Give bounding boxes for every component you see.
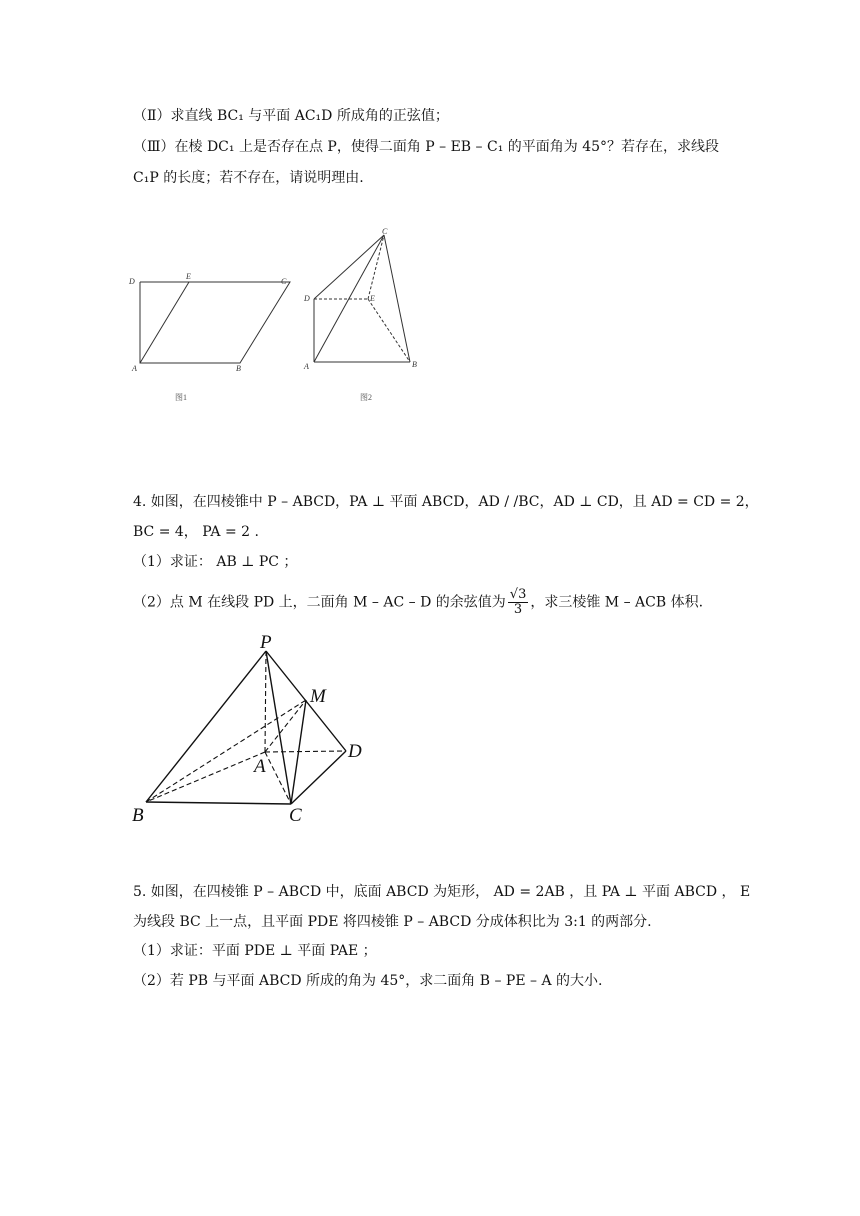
fig2-edge-DC xyxy=(314,235,384,299)
fig1-label-E: E xyxy=(186,272,191,281)
label-D: D xyxy=(348,741,362,762)
fig2-label-A: A xyxy=(304,362,309,371)
edge-PC xyxy=(266,651,291,804)
label-B: B xyxy=(132,805,144,826)
problem4-part2-pre: （2）点 M 在线段 PD 上，二面角 M – AC – D 的余弦值为 xyxy=(133,594,506,611)
edge-AB xyxy=(146,752,265,802)
figure-2 xyxy=(296,225,436,410)
figure-1 xyxy=(120,265,300,410)
fig1-label-D: D xyxy=(129,277,135,286)
fig1-segment-AE xyxy=(140,282,189,363)
fraction-denominator: 3 xyxy=(513,602,523,617)
fig1-label-A: A xyxy=(132,364,137,373)
fig1-parallelogram xyxy=(140,282,290,363)
fraction-sqrt3-over-3 xyxy=(508,588,529,617)
problem5-line1: 5. 如图，在四棱锥 P – ABCD 中，底面 ABCD 为矩形， AD = 2AB ，且 PA ⊥ 平面 ABCD ， E xyxy=(133,884,751,900)
problem4-line2: BC = 4， PA = 2 . xyxy=(133,524,259,540)
edge-CD xyxy=(291,751,346,804)
fig1-caption: 图1 xyxy=(175,393,187,402)
problem5-line2: 为线段 BC 上一点，且平面 PDE 将四棱锥 P – ABCD 分成体积比为 3:1 的两部分. xyxy=(133,914,652,930)
fig2-label-B: B xyxy=(412,360,417,369)
edge-BC xyxy=(146,802,291,804)
fig2-label-D: D xyxy=(304,294,310,303)
problem5-part1: （1）求证：平面 PDE ⊥ 平面 PAE ； xyxy=(133,943,377,959)
problem4-line1: 4. 如图，在四棱锥中 P – ABCD，PA ⊥ 平面 ABCD，AD / /BC，AD ⊥ CD，且 AD = CD = 2， xyxy=(133,494,759,510)
edge-PA xyxy=(265,651,266,752)
label-P: P xyxy=(260,632,272,653)
edge-AD xyxy=(265,751,346,752)
problem4-part2-post: ，求三棱锥 M – ACB 体积. xyxy=(530,594,704,611)
problem4-part1: （1）求证： AB ⊥ PC ； xyxy=(133,554,298,570)
edge-PB xyxy=(146,651,266,802)
fig2-label-C: C xyxy=(382,227,388,236)
problem3-part3-line1: （Ⅲ）在棱 DC₁ 上是否存在点 P，使得二面角 P – EB – C₁ 的平面角为 45°？若存在，求线段 xyxy=(133,139,720,155)
problem3-part3-line2: C₁P 的长度；若不存在，请说明理由. xyxy=(133,170,364,186)
problem4-figure xyxy=(126,630,386,830)
label-A: A xyxy=(254,756,266,777)
problem3-part2: （Ⅱ）求直线 BC₁ 与平面 AC₁D 所成角的正弦值； xyxy=(133,108,449,124)
problem4-part2 xyxy=(133,588,703,617)
fig2-caption: 图2 xyxy=(360,393,372,402)
fig2-edge-EC xyxy=(368,235,384,299)
label-M: M xyxy=(310,686,326,707)
label-C: C xyxy=(289,805,302,826)
fraction-numerator: √3 xyxy=(509,587,527,602)
fig1-label-B: B xyxy=(236,364,241,373)
fig2-label-E: E xyxy=(370,294,375,303)
problem5-part2: （2）若 PB 与平面 ABCD 所成的角为 45°，求二面角 B – PE – A 的大小. xyxy=(133,973,603,989)
fig1-label-C: C xyxy=(281,277,287,286)
